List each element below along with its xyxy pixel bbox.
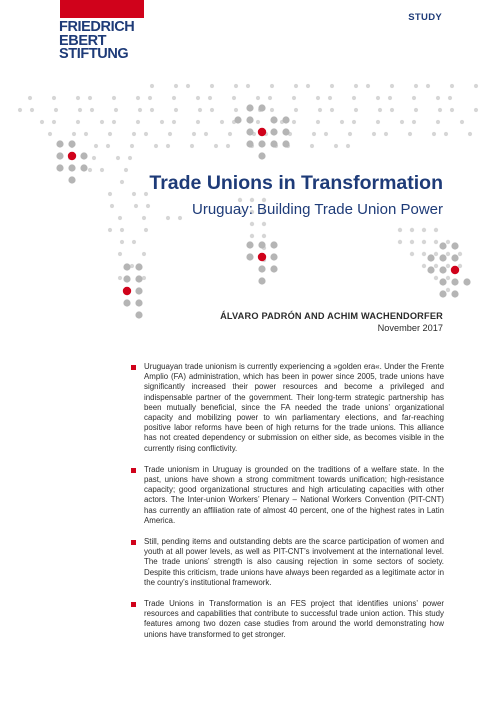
bullet-text: Trade unionism in Uruguay is grounded on the traditions of a welfare state. In the past, unions have shown a strong commitment towards unification; high-resistance capacity; good organizational structures and high articulating capacities with other actors. The Inter-union Workers’ Plenary – National Workers Convention (PIT-CNT) has currently an affiliation rate of almost 40 percent, one of the highest rates in Latin America. <box>144 464 444 525</box>
summary-bullets <box>116 362 444 651</box>
summary-bullet <box>116 599 444 640</box>
fes-logo <box>59 21 169 62</box>
document-title: Trade Unions in Transformation <box>149 172 443 194</box>
dotted-world-map-graphic <box>0 80 504 320</box>
summary-bullet <box>116 362 444 454</box>
summary-bullet <box>116 465 444 526</box>
logo-line-3: STIFTUNG <box>59 46 129 62</box>
document-type-label: STUDY <box>408 12 442 23</box>
bullet-text: Uruguayan trade unionism is currently experiencing a »golden era«. Under the Frente Amplio (FA) administration, which has been in power since 2005, trade unions have significantly increased their power resources and become a privileged and indispensable partner of the government. Their long-term strategic partnership has been mutually beneficial, since the FA needed the trade unions’ organizational capacity and mobilizing power to win parliamentary elections, and far-reaching positive labor reforms have been of high returns for the trade unions. This alliance has not created dependency or submission on either side, as becomes visible in the currently rising conflictivity. <box>144 362 444 453</box>
bullet-text: Trade Unions in Transformation is an FES project that identifies unions’ power resources and capabilities that contribute to successful trade union action. This study features among two dozen case studies from around the world demonstrating how unions have transformed to get stronger. <box>144 599 444 639</box>
authors: ÁLVARO PADRÓN AND ACHIM WACHENDORFER <box>220 311 443 321</box>
red-square-bullet-icon <box>131 602 136 607</box>
red-square-bullet-icon <box>131 468 136 473</box>
red-square-bullet-icon <box>131 365 136 370</box>
logo-line-2: EBERT <box>59 32 107 49</box>
bullet-text: Still, pending items and outstanding debts are the scarce participation of women and youth at all power levels, as well as PIT-CNT’s involvement at the international level. The trade unions’ strength is also causing rejection in some sectors of society. Despite this criticism, trade unions have always been regarded as a legitimate actor in the country’s institutional framework. <box>144 537 444 587</box>
publication-date: November 2017 <box>377 323 443 333</box>
summary-bullet <box>116 537 444 588</box>
red-square-bullet-icon <box>131 540 136 545</box>
logo-line-1: FRIEDRICH <box>59 19 135 35</box>
logo-red-bar <box>60 0 144 18</box>
document-subtitle: Uruguay: Building Trade Union Power <box>192 201 443 218</box>
